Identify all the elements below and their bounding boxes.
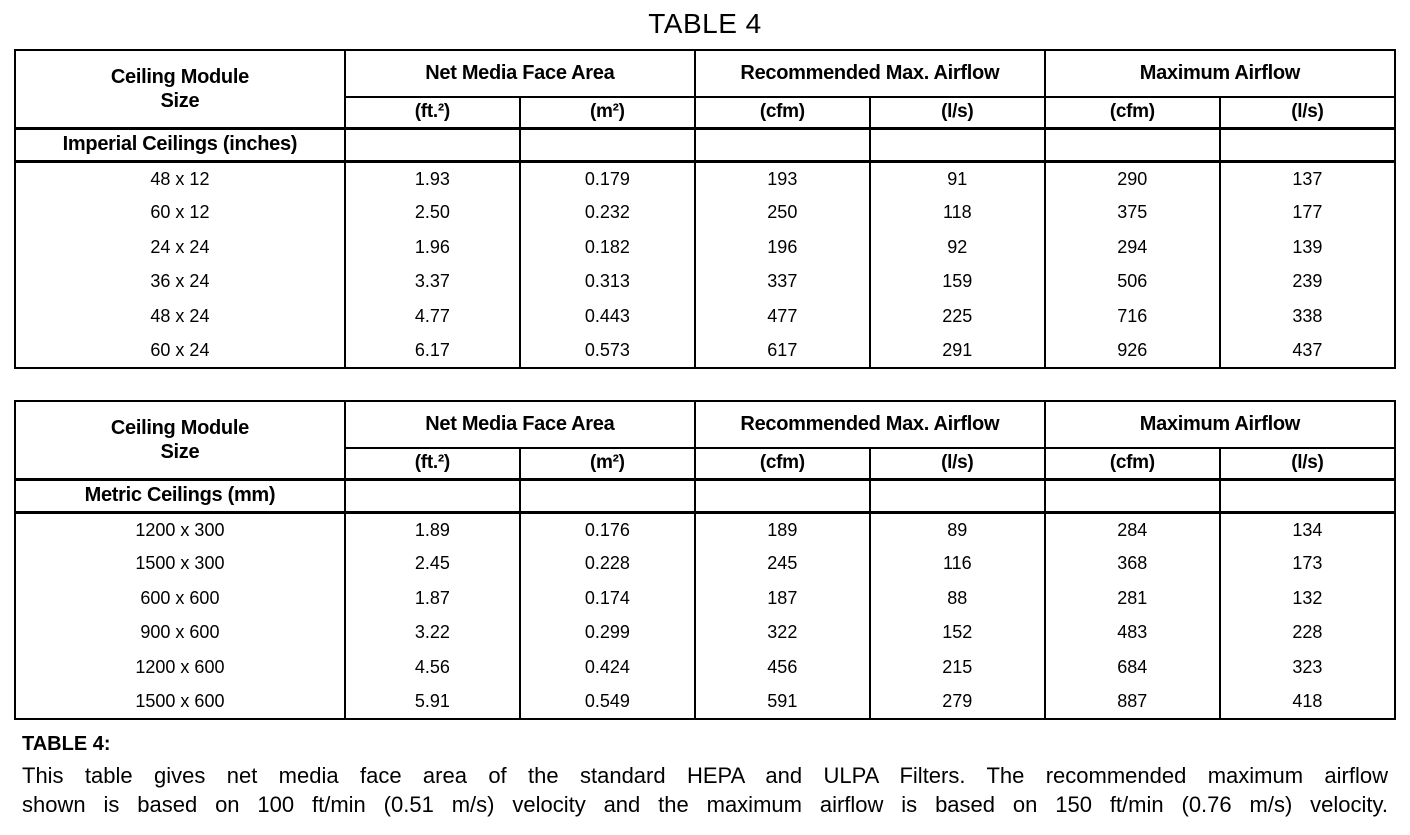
cell-value: 3.37 [345, 265, 520, 300]
cell-value: 0.232 [520, 196, 695, 231]
cell-value: 225 [870, 299, 1045, 334]
ceiling-module-size-line1: Ceiling Module [110, 416, 249, 439]
table-row [15, 334, 1395, 369]
empty-cell [520, 128, 695, 161]
empty-cell [695, 128, 870, 161]
section-label: Metric Ceilings (mm) [15, 479, 345, 512]
empty-cell [1045, 479, 1220, 512]
cell-value: 375 [1045, 196, 1220, 231]
cell-value: 418 [1220, 685, 1395, 720]
cell-value: 0.313 [520, 265, 695, 300]
cell-value: 0.174 [520, 581, 695, 616]
cell-value: 92 [870, 230, 1045, 265]
imperial-ceilings-table [14, 49, 1396, 369]
cell-module-size: 1500 x 300 [15, 547, 345, 582]
cell-value: 0.228 [520, 547, 695, 582]
empty-cell [345, 128, 520, 161]
cell-value: 294 [1045, 230, 1220, 265]
cell-value: 0.299 [520, 616, 695, 651]
unit-ls-header: (l/s) [1220, 97, 1395, 128]
group-header-row [15, 50, 1395, 97]
cell-value: 215 [870, 650, 1045, 685]
cell-module-size: 24 x 24 [15, 230, 345, 265]
ceiling-module-size-line2: Size [160, 89, 200, 112]
section-label: Imperial Ceilings (inches) [15, 128, 345, 161]
table-row [15, 512, 1395, 547]
group-header-row [15, 401, 1395, 448]
table-row [15, 230, 1395, 265]
cell-value: 239 [1220, 265, 1395, 300]
caption-text-line1: This table gives net media face area of the standard HEPA and ULPA Filters. The recommended maximum airflow [22, 763, 1388, 788]
net-media-face-area-header: Net Media Face Area [345, 50, 695, 97]
cell-value: 187 [695, 581, 870, 616]
cell-value: 0.182 [520, 230, 695, 265]
table-row [15, 299, 1395, 334]
metric-ceilings-table [14, 400, 1396, 720]
cell-value: 88 [870, 581, 1045, 616]
cell-value: 118 [870, 196, 1045, 231]
cell-value: 116 [870, 547, 1045, 582]
cell-module-size: 1200 x 300 [15, 512, 345, 547]
ceiling-module-size-header [15, 401, 345, 479]
ceiling-module-size-line2: Size [160, 440, 200, 463]
cell-value: 322 [695, 616, 870, 651]
cell-value: 456 [695, 650, 870, 685]
unit-m2-header: (m²) [520, 448, 695, 479]
table-row [15, 581, 1395, 616]
recommended-max-airflow-header: Recommended Max. Airflow [695, 50, 1045, 97]
cell-value: 323 [1220, 650, 1395, 685]
cell-module-size: 600 x 600 [15, 581, 345, 616]
cell-value: 684 [1045, 650, 1220, 685]
cell-value: 5.91 [345, 685, 520, 720]
cell-value: 281 [1045, 581, 1220, 616]
cell-value: 193 [695, 161, 870, 196]
cell-value: 3.22 [345, 616, 520, 651]
net-media-face-area-header: Net Media Face Area [345, 401, 695, 448]
table-body [15, 128, 1395, 368]
empty-cell [1220, 479, 1395, 512]
cell-module-size: 36 x 24 [15, 265, 345, 300]
cell-value: 926 [1045, 334, 1220, 369]
unit-ft2-header: (ft.²) [345, 97, 520, 128]
cell-module-size: 1500 x 600 [15, 685, 345, 720]
unit-cfm-header: (cfm) [695, 448, 870, 479]
cell-value: 284 [1045, 512, 1220, 547]
empty-cell [1220, 128, 1395, 161]
cell-value: 290 [1045, 161, 1220, 196]
empty-cell [345, 479, 520, 512]
caption-text-line2: shown is based on 100 ft/min (0.51 m/s) velocity and the maximum airflow is based on 150 ft/min (0.76 m/s) velocity. [22, 792, 1388, 817]
table-row [15, 685, 1395, 720]
cell-value: 291 [870, 334, 1045, 369]
cell-value: 591 [695, 685, 870, 720]
table-row [15, 196, 1395, 231]
table-caption [14, 720, 1396, 819]
table-header [15, 50, 1395, 128]
cell-value: 134 [1220, 512, 1395, 547]
cell-module-size: 60 x 24 [15, 334, 345, 369]
section-header-row [15, 128, 1395, 161]
cell-value: 189 [695, 512, 870, 547]
cell-value: 2.50 [345, 196, 520, 231]
maximum-airflow-header: Maximum Airflow [1045, 401, 1395, 448]
cell-value: 139 [1220, 230, 1395, 265]
cell-value: 338 [1220, 299, 1395, 334]
recommended-max-airflow-header: Recommended Max. Airflow [695, 401, 1045, 448]
table-body [15, 479, 1395, 719]
cell-value: 1.93 [345, 161, 520, 196]
cell-value: 228 [1220, 616, 1395, 651]
cell-value: 337 [695, 265, 870, 300]
cell-value: 89 [870, 512, 1045, 547]
ceiling-module-size-header [15, 50, 345, 128]
cell-value: 716 [1045, 299, 1220, 334]
cell-value: 132 [1220, 581, 1395, 616]
table-row [15, 650, 1395, 685]
cell-value: 0.573 [520, 334, 695, 369]
section-header-row [15, 479, 1395, 512]
table-header [15, 401, 1395, 479]
cell-value: 196 [695, 230, 870, 265]
table-row [15, 547, 1395, 582]
cell-value: 137 [1220, 161, 1395, 196]
unit-cfm-header: (cfm) [1045, 448, 1220, 479]
page-title: TABLE 4 [648, 8, 762, 39]
unit-ft2-header: (ft.²) [345, 448, 520, 479]
cell-value: 0.176 [520, 512, 695, 547]
cell-value: 4.77 [345, 299, 520, 334]
cell-value: 245 [695, 547, 870, 582]
cell-value: 477 [695, 299, 870, 334]
empty-cell [870, 128, 1045, 161]
cell-value: 0.443 [520, 299, 695, 334]
unit-m2-header: (m²) [520, 97, 695, 128]
cell-module-size: 60 x 12 [15, 196, 345, 231]
cell-module-size: 1200 x 600 [15, 650, 345, 685]
unit-cfm-header: (cfm) [1045, 97, 1220, 128]
cell-value: 152 [870, 616, 1045, 651]
cell-value: 437 [1220, 334, 1395, 369]
cell-value: 0.179 [520, 161, 695, 196]
empty-cell [695, 479, 870, 512]
cell-value: 250 [695, 196, 870, 231]
cell-value: 483 [1045, 616, 1220, 651]
ceiling-module-size-line1: Ceiling Module [110, 65, 249, 88]
unit-ls-header: (l/s) [1220, 448, 1395, 479]
cell-value: 4.56 [345, 650, 520, 685]
cell-value: 177 [1220, 196, 1395, 231]
cell-value: 173 [1220, 547, 1395, 582]
unit-cfm-header: (cfm) [695, 97, 870, 128]
cell-value: 0.549 [520, 685, 695, 720]
table-row [15, 265, 1395, 300]
empty-cell [1045, 128, 1220, 161]
cell-value: 0.424 [520, 650, 695, 685]
caption-label: TABLE 4: [22, 733, 111, 755]
cell-value: 2.45 [345, 547, 520, 582]
unit-ls-header: (l/s) [870, 97, 1045, 128]
empty-cell [870, 479, 1045, 512]
table-row [15, 616, 1395, 651]
cell-module-size: 48 x 12 [15, 161, 345, 196]
cell-value: 279 [870, 685, 1045, 720]
unit-ls-header: (l/s) [870, 448, 1045, 479]
cell-module-size: 900 x 600 [15, 616, 345, 651]
cell-value: 1.96 [345, 230, 520, 265]
cell-value: 368 [1045, 547, 1220, 582]
cell-module-size: 48 x 24 [15, 299, 345, 334]
cell-value: 887 [1045, 685, 1220, 720]
maximum-airflow-header: Maximum Airflow [1045, 50, 1395, 97]
cell-value: 91 [870, 161, 1045, 196]
cell-value: 506 [1045, 265, 1220, 300]
empty-cell [520, 479, 695, 512]
cell-value: 159 [870, 265, 1045, 300]
cell-value: 617 [695, 334, 870, 369]
cell-value: 6.17 [345, 334, 520, 369]
table-row [15, 161, 1395, 196]
cell-value: 1.89 [345, 512, 520, 547]
cell-value: 1.87 [345, 581, 520, 616]
